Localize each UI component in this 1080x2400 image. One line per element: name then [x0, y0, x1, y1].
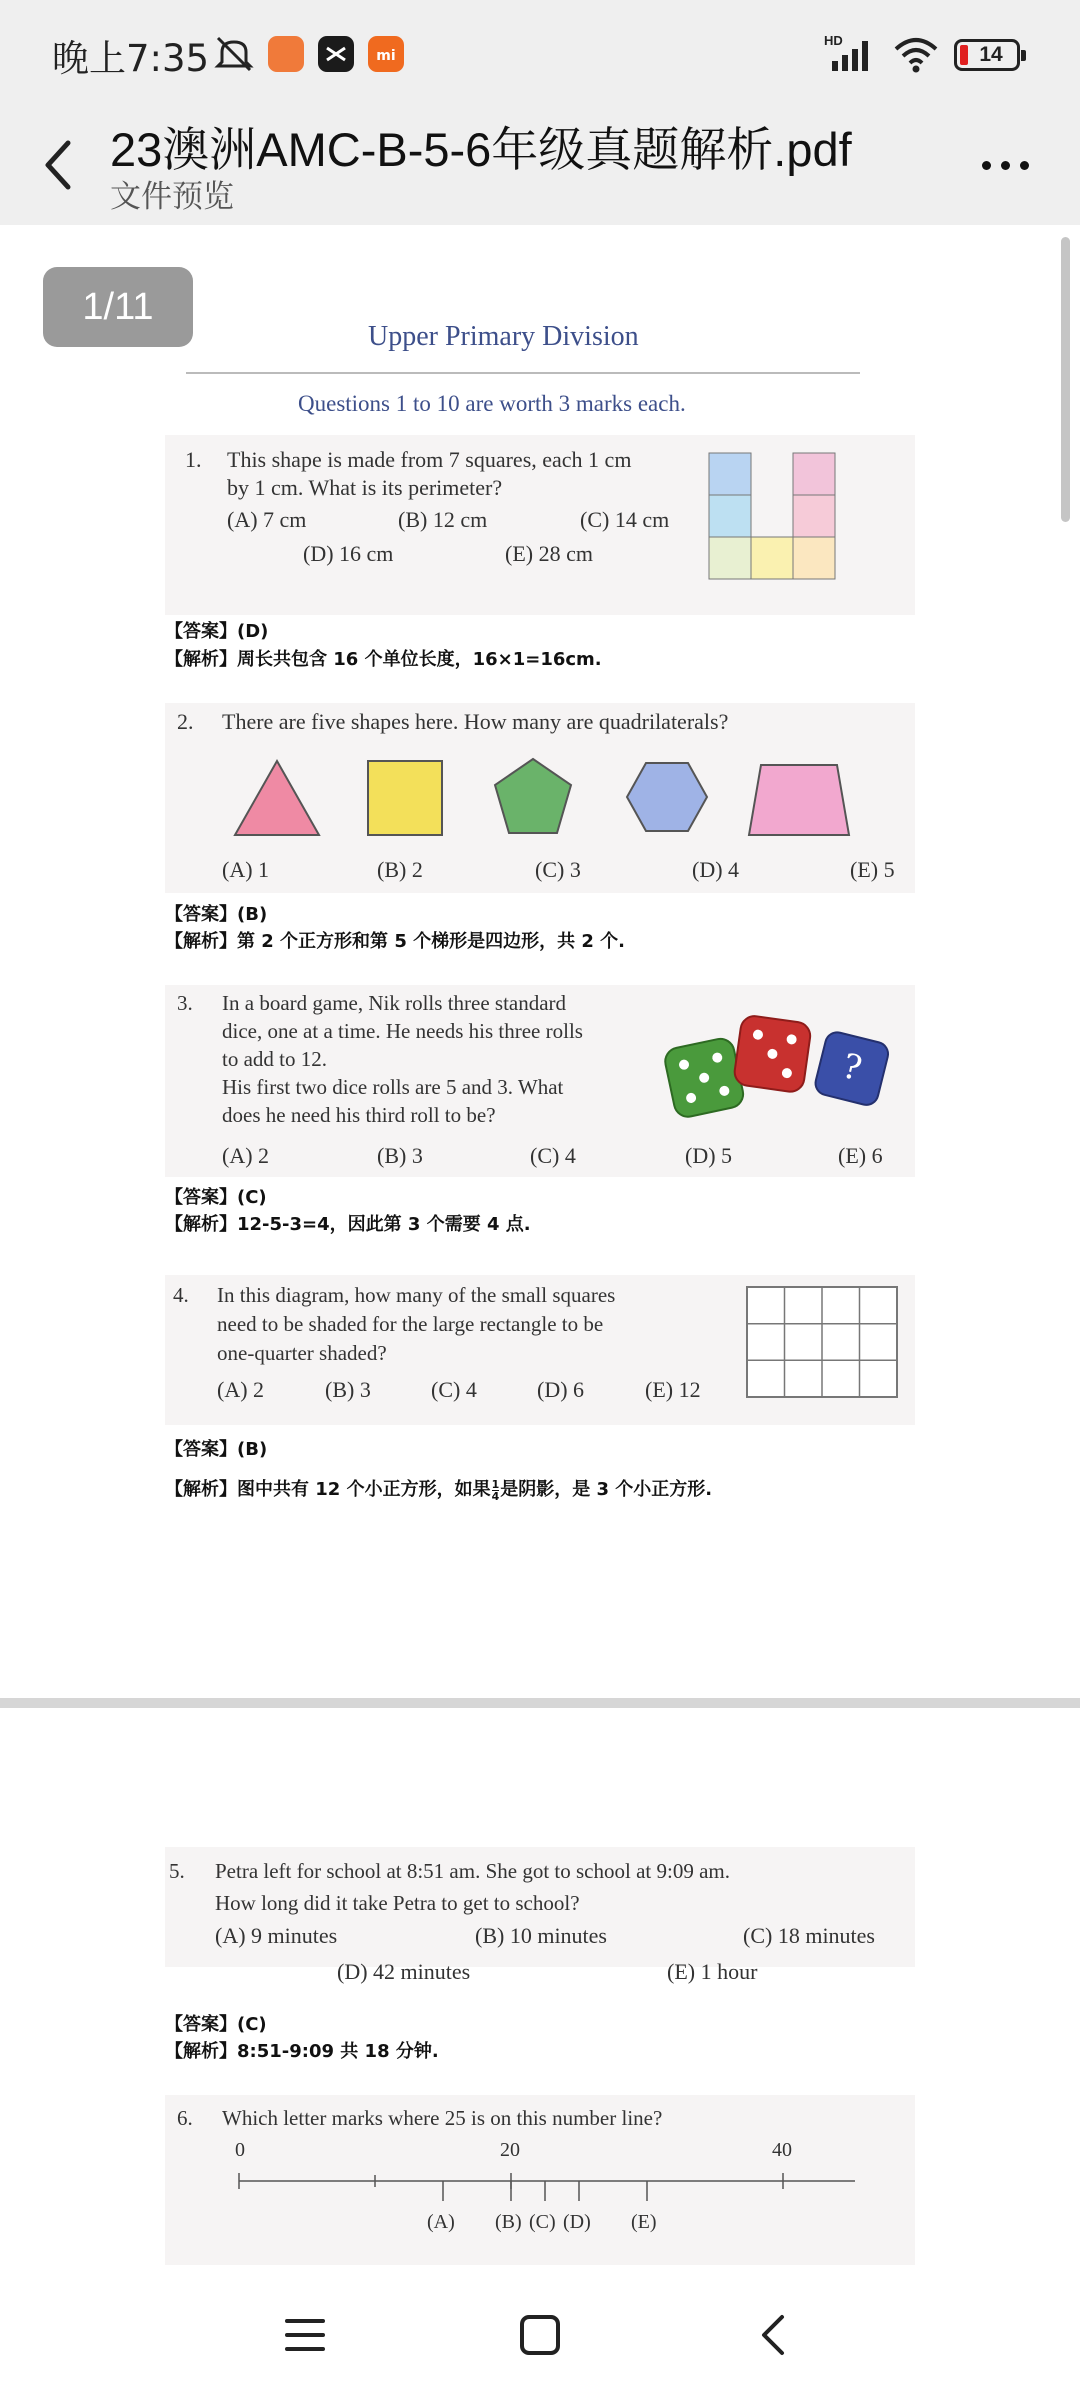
question-text-line: one-quarter shaded?: [217, 1341, 387, 1365]
question-text-line: to add to 12.: [222, 1047, 327, 1071]
option-b: (B) 3: [325, 1377, 371, 1402]
analysis-text: 【解析】8:51-9:09 共 18 分钟.: [165, 2041, 439, 2062]
question-number: 4.: [173, 1283, 189, 1307]
capcut-icon: [318, 36, 354, 72]
option-e: (E) 12: [645, 1377, 701, 1402]
menu-icon: [283, 2315, 327, 2355]
question-text-line: Petra left for school at 8:51 am. She got to school at 9:09 am.: [215, 1859, 730, 1883]
question-text-line: His first two dice rolls are 5 and 3. What: [222, 1075, 564, 1099]
triangle-shape: [235, 761, 319, 835]
question-text-line: need to be shaded for the large rectangle to be: [217, 1312, 604, 1336]
analysis-text: [165, 1475, 712, 1502]
tick-label: 0: [235, 2139, 245, 2161]
five-shapes-figure: [225, 753, 865, 839]
fraction: [492, 1479, 500, 1502]
analysis-text: 【解析】第 2 个正方形和第 5 个梯形是四边形，共 2 个.: [165, 931, 626, 952]
analysis-text: 【解析】周长共包含 16 个单位长度，16×1=16cm.: [165, 649, 602, 670]
battery-icon: [954, 39, 1020, 71]
more-options-button[interactable]: [970, 145, 1040, 185]
menu-button[interactable]: [275, 2305, 335, 2365]
back-button[interactable]: [30, 125, 90, 199]
question-4-block: [165, 1275, 915, 1425]
status-time: 晚上7:35: [52, 37, 210, 80]
dice-illustration: [663, 1007, 893, 1125]
seven-squares-shape: [708, 452, 838, 582]
option-a: (A) 9 minutes: [215, 1923, 338, 1948]
question-number: 5.: [169, 1859, 185, 1883]
question-3-block: [165, 985, 915, 1177]
question-number: 1.: [185, 447, 202, 472]
question-text-line: Which letter marks where 25 is on this number line?: [222, 2106, 663, 2130]
question-text-line: This shape is made from 7 squares, each 1 cm: [227, 447, 632, 472]
hexagon-shape: [627, 763, 707, 831]
option-e: (E) 28 cm: [505, 541, 593, 566]
answer-text: 【答案】(C): [165, 1187, 267, 1208]
system-back-button[interactable]: [744, 2305, 804, 2365]
question-number: 2.: [177, 709, 194, 734]
option-c: (C) 4: [431, 1377, 477, 1402]
option-b: (B) 12 cm: [398, 507, 488, 532]
option-a: (A): [427, 2211, 455, 2233]
answer-text: 【答案】(B): [165, 1439, 268, 1460]
number-line: [225, 2151, 865, 2251]
answer-text: 【答案】(D): [165, 621, 269, 642]
question-2-block: [165, 703, 915, 893]
wifi-icon: [892, 35, 940, 75]
question-text-line: How long did it take Petra to get to school?: [215, 1891, 580, 1915]
navigation-bar: [0, 2265, 1080, 2400]
option-c: (C) 14 cm: [580, 507, 670, 532]
option-c: (C) 3: [535, 857, 581, 882]
option-d: (D) 4: [692, 857, 740, 882]
tick-label: 40: [772, 2139, 792, 2161]
question-number: 6.: [177, 2106, 193, 2130]
option-e: (E): [631, 2211, 657, 2233]
dot-icon: [982, 161, 991, 170]
svg-text:mi: mi: [376, 48, 396, 64]
tick-label: 20: [500, 2139, 520, 2161]
division-heading: Upper Primary Division: [368, 321, 639, 352]
mi-icon: [368, 36, 404, 72]
network-label: HD: [824, 33, 843, 48]
option-d: (D): [563, 2211, 591, 2233]
option-b: (B) 10 minutes: [475, 1923, 607, 1948]
square-shape: [368, 761, 442, 835]
option-c: (C): [529, 2211, 556, 2233]
question-text-line: does he need his third roll to be?: [222, 1103, 496, 1127]
pdf-viewer[interactable]: [0, 225, 1080, 2265]
question-text-line: There are five shapes here. How many are quadrilaterals?: [222, 709, 729, 734]
status-bar: [0, 0, 1080, 105]
title-bar: [0, 105, 1080, 225]
option-e: (E) 5: [850, 857, 895, 882]
heading-divider: [186, 372, 860, 374]
signal-icon: [824, 35, 878, 75]
question-5-block: [165, 1847, 915, 1984]
home-button[interactable]: [510, 2305, 570, 2365]
pentagon-shape: [495, 759, 571, 833]
answer-text: 【答案】(C): [165, 2014, 267, 2035]
dot-icon: [1020, 161, 1029, 170]
option-a: (A) 2: [217, 1377, 265, 1402]
fraction-denominator: 4: [491, 1489, 500, 1503]
svg-text:?: ?: [838, 1046, 866, 1090]
option-a: (A) 7 cm: [227, 507, 307, 532]
grid-rectangle-figure: [745, 1285, 901, 1401]
option-d: (D) 42 minutes: [337, 1959, 471, 1984]
question-text-line: by 1 cm. What is its perimeter?: [227, 475, 503, 500]
question-number: 3.: [177, 991, 193, 1015]
trapezoid-shape: [749, 765, 849, 835]
option-e: (E) 1 hour: [667, 1959, 758, 1984]
document-title: 23澳洲AMC-B-5-6年级真题解析.pdf: [110, 123, 852, 176]
dot-icon: [1001, 161, 1010, 170]
mute-icon: [212, 34, 256, 74]
fraction-numerator: 1: [491, 1477, 500, 1491]
question-6-block: [165, 2095, 915, 2265]
section-note: Questions 1 to 10 are worth 3 marks each.: [298, 391, 686, 416]
option-e: (E) 6: [838, 1143, 883, 1168]
option-d: (D) 16 cm: [303, 541, 394, 566]
analysis-part: 是阴影，是 3 个小正方形.: [500, 1479, 713, 1500]
option-a: (A) 2: [222, 1143, 270, 1168]
analysis-part: 【解析】图中共有 12 个小正方形，如果: [165, 1479, 491, 1500]
option-c: (C) 18 minutes: [743, 1923, 875, 1948]
option-d: (D) 6: [537, 1377, 585, 1402]
answer-text: 【答案】(B): [165, 904, 268, 925]
battery-level: 14: [979, 43, 1003, 66]
square-home-icon: [518, 2313, 562, 2357]
option-b: (B) 3: [377, 1143, 423, 1168]
option-c: (C) 4: [530, 1143, 576, 1168]
analysis-text: 【解析】12-5-3=4，因此第 3 个需要 4 点.: [165, 1214, 531, 1235]
option-b: (B): [495, 2211, 522, 2233]
option-d: (D) 5: [685, 1143, 733, 1168]
page-indicator: 1/11: [43, 267, 193, 347]
question-1-block: [165, 435, 915, 615]
question-text-line: In this diagram, how many of the small squares: [217, 1283, 616, 1307]
question-text-line: In a board game, Nik rolls three standard: [222, 991, 567, 1015]
app-notification-icon: [268, 36, 304, 72]
option-b: (B) 2: [377, 857, 423, 882]
question-text-line: dice, one at a time. He needs his three rolls: [222, 1019, 583, 1043]
chevron-left-icon: [30, 125, 90, 199]
document-subtitle: 文件预览: [110, 179, 234, 214]
page-separator: [0, 1698, 1080, 1708]
back-arrow-icon: [754, 2311, 794, 2359]
option-a: (A) 1: [222, 857, 270, 882]
scrollbar[interactable]: [1061, 237, 1070, 522]
